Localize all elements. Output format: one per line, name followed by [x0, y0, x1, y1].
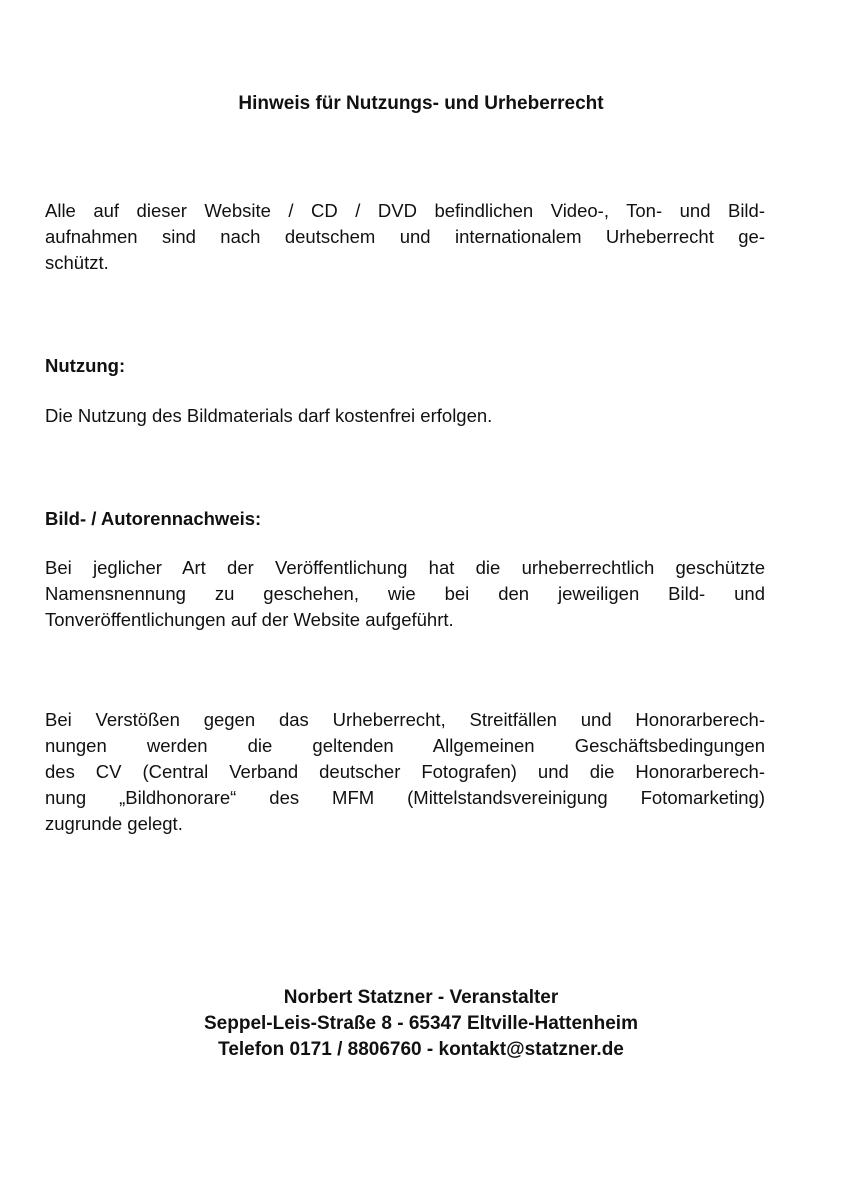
intro-line-3: schützt.: [45, 252, 109, 273]
footer-contact-block: [0, 985, 842, 1063]
usage-paragraph: [45, 403, 765, 429]
usage-heading: Nutzung:: [45, 355, 126, 376]
footer-name: Norbert Statzner - Veranstalter: [283, 987, 559, 1008]
violations-line-3: des CV (Central Verband deutscher Fotografen) und die Honorarberech-: [45, 761, 765, 782]
violations-line-5: zugrunde gelegt.: [45, 813, 183, 834]
credit-heading: Bild- / Autorennachweis:: [45, 508, 262, 529]
intro-line-1: Alle auf dieser Website / CD / DVD befindlichen Video-, Ton- und Bild-: [45, 200, 765, 221]
violations-paragraph: [45, 707, 765, 837]
footer-address: Seppel-Leis-Straße 8 - 65347 Eltville-Hattenheim: [204, 1013, 638, 1034]
credit-line-1: Bei jeglicher Art der Veröffentlichung hat die urheberrechtlich geschützte: [45, 557, 765, 578]
footer-contact: Telefon 0171 / 8806760 - kontakt@statzner.de: [218, 1039, 624, 1060]
document-title: Hinweis für Nutzungs- und Urheberrecht: [238, 93, 604, 114]
intro-paragraph: [45, 198, 765, 276]
violations-line-4: nung „Bildhonorare“ des MFM (Mittelstandsvereinigung Fotomarketing): [45, 787, 765, 808]
violations-line-2: nungen werden die geltenden Allgemeinen Geschäftsbedingungen: [45, 735, 765, 756]
credit-paragraph: [45, 555, 765, 633]
usage-text: Die Nutzung des Bildmaterials darf kostenfrei erfolgen.: [45, 405, 493, 426]
violations-line-1: Bei Verstößen gegen das Urheberrecht, Streitfällen und Honorarberech-: [45, 709, 765, 730]
credit-line-3: Tonveröffentlichungen auf der Website aufgeführt.: [45, 609, 454, 630]
credit-line-2: Namensnennung zu geschehen, wie bei den jeweiligen Bild- und: [45, 583, 765, 604]
intro-line-2: aufnahmen sind nach deutschem und internationalem Urheberrecht ge-: [45, 226, 765, 247]
